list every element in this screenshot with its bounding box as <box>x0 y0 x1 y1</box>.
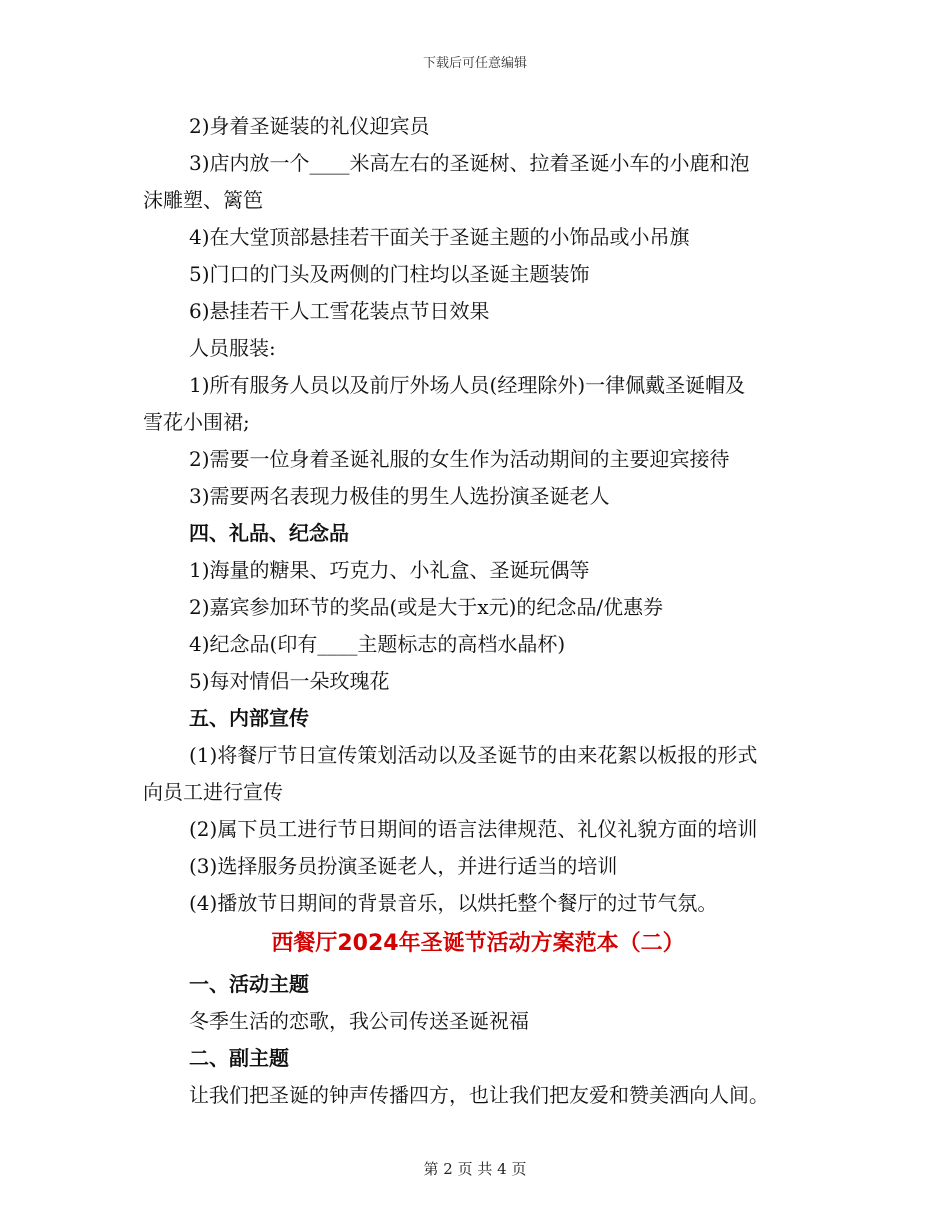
text-line: 6)悬挂若干人工雪花装点节日效果 <box>189 299 490 323</box>
text-line: 2)嘉宾参加环节的奖品(或是大于x元)的纪念品/优惠券 <box>189 595 664 619</box>
text-line: 雪花小围裙; <box>143 410 250 434</box>
text-line: (1)将餐厅节日宣传策划活动以及圣诞节的由来花絮以板报的形式 <box>189 743 758 767</box>
text-line: 3)需要两名表现力极佳的男生人选扮演圣诞老人 <box>189 484 610 508</box>
text-line: 让我们把圣诞的钟声传播四方，也让我们把友爱和赞美洒向人间。 <box>189 1083 769 1107</box>
text-line: 冬季生活的恋歌，我公司传送圣诞祝福 <box>189 1009 529 1033</box>
text-line: 1)海量的糖果、巧克力、小礼盒、圣诞玩偶等 <box>189 558 590 582</box>
text-line: 5)每对情侣一朵玫瑰花 <box>189 669 390 693</box>
text-line: 1)所有服务人员以及前厅外场人员(经理除外)一律佩戴圣诞帽及 <box>189 373 746 397</box>
text-line: 向员工进行宣传 <box>143 780 283 804</box>
text-line: 4)在大堂顶部悬挂若干面关于圣诞主题的小饰品或小吊旗 <box>189 225 690 249</box>
document-body <box>143 108 813 1114</box>
text-line: 人员服装: <box>189 336 276 360</box>
text-line: 3)店内放一个____米高左右的圣诞树、拉着圣诞小车的小鹿和泡 <box>189 151 750 175</box>
section-heading: 五、内部宣传 <box>189 706 309 730</box>
section-heading: 一、活动主题 <box>189 972 309 996</box>
page-footer: 第 2 页 共 4 页 <box>423 1160 527 1178</box>
text-line: 5)门口的门头及两侧的门柱均以圣诞主题装饰 <box>189 262 590 286</box>
page-header: 下载后可任意编辑 <box>422 56 527 71</box>
text-line: 4)纪念品(印有____主题标志的高档水晶杯) <box>189 632 566 656</box>
section-title: 西餐厅2024年圣诞节活动方案范本（二） <box>271 931 685 956</box>
text-line: 沫雕塑、篱笆 <box>143 188 263 212</box>
text-line: 2)需要一位身着圣诞礼服的女生作为活动期间的主要迎宾接待 <box>189 447 730 471</box>
text-line: 2)身着圣诞装的礼仪迎宾员 <box>189 114 430 138</box>
section-heading: 四、礼品、纪念品 <box>189 521 349 545</box>
text-line: (2)属下员工进行节日期间的语言法律规范、礼仪礼貌方面的培训 <box>189 817 758 841</box>
text-line: (3)选择服务员扮演圣诞老人，并进行适当的培训 <box>189 854 618 878</box>
text-line: (4)播放节日期间的背景音乐，以烘托整个餐厅的过节气氛。 <box>189 891 718 915</box>
section-heading: 二、副主题 <box>189 1046 289 1070</box>
